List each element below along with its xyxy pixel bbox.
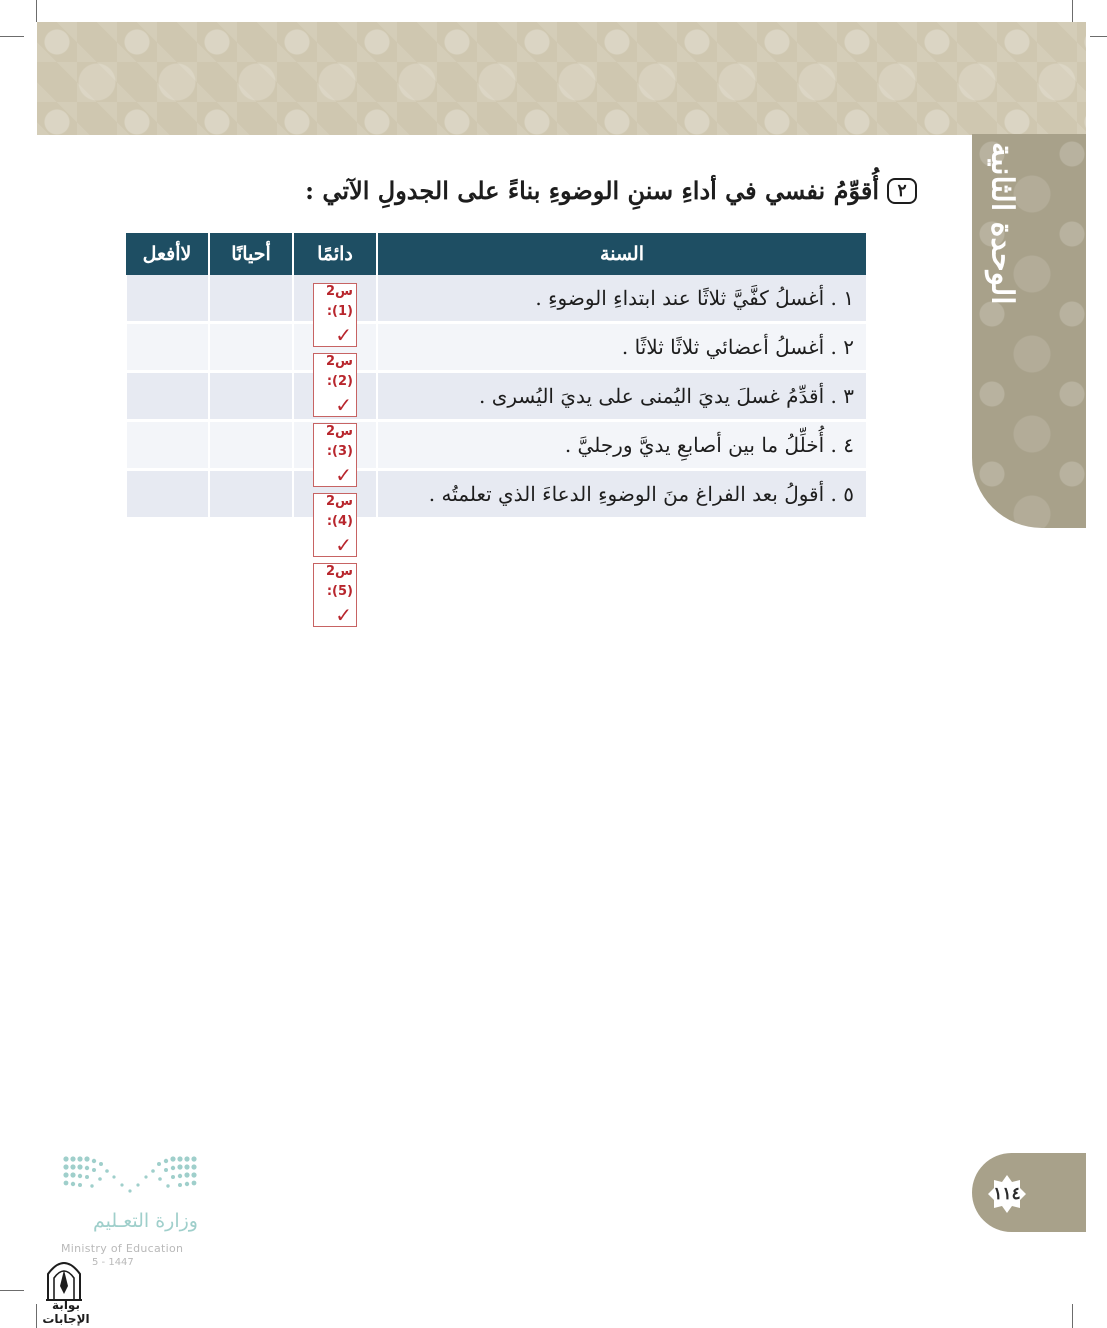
question-number: ٢ [887, 178, 917, 204]
answer-stamp[interactable] [313, 563, 357, 627]
row-text: ١ . أغسلُ كفَّيَّ ثلاثًا عند ابتداءِ الوضوءِ . [377, 275, 866, 323]
table-row [126, 421, 866, 470]
cell-never[interactable] [126, 372, 209, 421]
page-number-badge [987, 1174, 1027, 1214]
stamp-label: س2 [326, 424, 353, 439]
ministry-name-english: Ministry of Education [61, 1242, 184, 1255]
row-text: ٤ . أُخلِّلُ ما بين أصابعِ يديَّ ورجليَّ . [377, 421, 866, 470]
self-assessment-table [125, 233, 866, 520]
stamp-label: س2 [326, 354, 353, 369]
header-banner [37, 22, 1086, 135]
question-text: أُقوِّمُ نفسي في أداءِ سننِ الوضوءِ بناءً على الجدولِ الآتي : [305, 176, 879, 205]
check-icon: ✓ [335, 323, 352, 347]
row-text: ٢ . أغسلُ أعضائي ثلاثًا ثلاثًا . [377, 323, 866, 372]
cell-sometimes[interactable] [209, 372, 293, 421]
stamp-item: :(5) [326, 584, 353, 599]
check-icon: ✓ [335, 463, 352, 487]
ministry-year: 5 - 1447 [92, 1257, 134, 1268]
crop-mark-bottom-right [1072, 1304, 1073, 1328]
answer-gate-name: بوابة الإجابات [42, 1298, 90, 1326]
stamp-label: س2 [326, 564, 353, 579]
row-text: ٣ . أقدِّمُ غسلَ يديَ اليُمنى على يديَ اليُسرى . [377, 372, 866, 421]
stamp-label: س2 [326, 494, 353, 509]
cell-sometimes[interactable] [209, 275, 293, 323]
answer-stamp[interactable] [313, 493, 357, 557]
stamp-label: س2 [326, 284, 353, 299]
stamp-item: :(4) [326, 514, 353, 529]
stamp-item: :(3) [326, 444, 353, 459]
stamp-item: :(2) [326, 374, 353, 389]
cell-never[interactable] [126, 275, 209, 323]
ministry-name-arabic: وزارة التعـليم [92, 1210, 198, 1232]
table-row [126, 470, 866, 519]
answer-stamp[interactable] [313, 353, 357, 417]
page-number: ١١٤ [993, 1184, 1021, 1204]
cell-sometimes[interactable] [209, 470, 293, 519]
cell-never[interactable] [126, 323, 209, 372]
question-heading [305, 176, 917, 205]
table-header-row [126, 233, 866, 275]
header-sunnah: السنة [377, 233, 866, 275]
cell-sometimes[interactable] [209, 323, 293, 372]
stamp-item: :(1) [326, 304, 353, 319]
unit-tab-label: الوحدة الثانية [984, 141, 1020, 305]
crop-mark-left-top [0, 36, 24, 37]
answer-stamp[interactable] [313, 423, 357, 487]
cell-sometimes[interactable] [209, 421, 293, 470]
ministry-logo-dots-icon [62, 1155, 198, 1199]
cell-never[interactable] [126, 470, 209, 519]
table-row [126, 275, 866, 323]
header-sometimes: أحيانًا [209, 233, 293, 275]
header-always: دائمًا [293, 233, 377, 275]
crop-mark-left-bottom [0, 1290, 24, 1291]
crop-mark-top-right [1072, 0, 1073, 22]
table-row [126, 372, 866, 421]
check-icon: ✓ [335, 533, 352, 557]
answer-stamp[interactable] [313, 283, 357, 347]
header-never: لاأفعل [126, 233, 209, 275]
check-icon: ✓ [335, 603, 352, 627]
row-text: ٥ . أقولُ بعد الفراغ منَ الوضوءِ الدعاءَ الذي تعلمتُه . [377, 470, 866, 519]
cell-never[interactable] [126, 421, 209, 470]
crop-mark-top-left [36, 0, 37, 22]
crop-mark-right-top [1090, 36, 1107, 37]
table-row [126, 323, 866, 372]
answer-gate-logo-icon [44, 1256, 84, 1302]
check-icon: ✓ [335, 393, 352, 417]
